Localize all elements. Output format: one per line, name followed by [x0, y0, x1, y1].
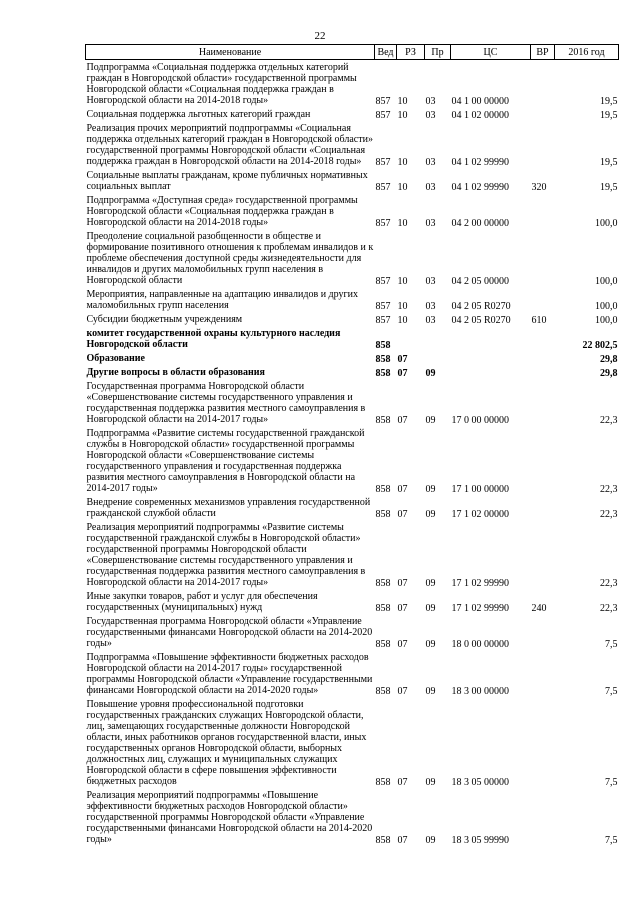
row-amount: 100,0 [595, 315, 618, 326]
row-ved: 857 [375, 157, 391, 168]
row-vr: 320 [531, 182, 547, 193]
row-name: Мероприятия, направленные на адаптацию инвалидов и других маломобильных групп населения [86, 289, 358, 311]
row-pr: 03 [425, 218, 436, 229]
row-vr [531, 121, 555, 168]
table-row [86, 589, 619, 614]
row-amount: 22,3 [600, 578, 618, 589]
row-rz: 07 [397, 777, 408, 788]
row-pr [425, 326, 451, 351]
row-rz: 07 [397, 835, 408, 846]
row-pr: 03 [425, 96, 436, 107]
row-name: Реализация мероприятий подпрограммы «Развитие системы государственной гражданской службы в Новгородской области» государственной программы Новгородской области «Совершенствование системы государственного управления и государственная поддержка развития местного самоуправления в Новгородской области на 2014-2017 годы» [86, 522, 366, 588]
row-cs: 18 3 00 00000 [451, 686, 509, 697]
row-ved: 858 [375, 835, 391, 846]
row-name: Субсидии бюджетным учреждениям [86, 314, 243, 325]
row-vr [531, 520, 555, 589]
row-ved: 857 [375, 276, 391, 287]
table-row [86, 697, 619, 788]
row-ved: 857 [375, 182, 391, 193]
table-row [86, 229, 619, 287]
row-cs: 18 3 05 00000 [451, 777, 509, 788]
table-row [86, 379, 619, 426]
row-name: Иные закупки товаров, работ и услуг для обеспечения государственных (муниципальных) нужд [86, 591, 318, 613]
row-name: Внедрение современных механизмов управления государственной гражданской службой области [86, 497, 371, 519]
header-ved: Вед [375, 45, 397, 60]
row-pr: 09 [425, 603, 436, 614]
header-rz: РЗ [397, 45, 425, 60]
row-vr [531, 365, 555, 379]
row-cs: 04 1 02 00000 [451, 110, 509, 121]
row-cs: 17 0 00 00000 [451, 415, 509, 426]
row-rz: 07 [397, 686, 408, 697]
row-cs [451, 365, 531, 379]
row-vr [531, 788, 555, 846]
header-pr: Пр [425, 45, 451, 60]
row-amount: 22,3 [600, 603, 618, 614]
row-amount: 22,3 [600, 484, 618, 495]
row-pr [425, 351, 451, 365]
row-rz: 10 [397, 157, 408, 168]
table-row [86, 326, 619, 351]
row-amount: 100,0 [595, 301, 618, 312]
row-ved: 858 [375, 777, 391, 788]
table-row [86, 312, 619, 326]
row-ved: 857 [375, 301, 391, 312]
row-vr: 240 [531, 603, 547, 614]
row-cs: 04 1 02 99990 [451, 182, 509, 193]
row-amount: 19,5 [600, 96, 618, 107]
row-cs: 18 3 05 99990 [451, 835, 509, 846]
row-name: Преодоление социальной разобщенности в обществе и формирование позитивного отношения к проблемам инвалидов и к проблеме обеспечения доступной среды жизнедеятельности для инвалидов и других маломобильных групп населения в Новгородской области [86, 231, 374, 286]
row-ved: 858 [375, 415, 391, 426]
row-pr: 09 [425, 686, 436, 697]
row-name: комитет государственной охраны культурного наследия Новгородской области [86, 328, 341, 350]
row-cs: 04 2 05 R0270 [451, 315, 511, 326]
row-amount: 7,5 [605, 835, 618, 846]
row-name: Реализация прочих мероприятий подпрограммы «Социальная поддержка отдельных категорий граждан в Новгородской области» государственной программы Новгородской области «Социальная поддержка граждан в Новгородской области на 2014-2018 годы» [86, 123, 373, 167]
table-row [86, 614, 619, 650]
row-amount: 100,0 [595, 276, 618, 287]
row-vr [531, 229, 555, 287]
row-pr: 09 [425, 415, 436, 426]
row-ved: 857 [375, 315, 391, 326]
row-pr: 03 [425, 301, 436, 312]
table-row [86, 107, 619, 121]
row-vr [531, 426, 555, 495]
row-vr [531, 650, 555, 697]
row-name: Социальные выплаты гражданам, кроме публичных нормативных социальных выплат [86, 170, 368, 192]
row-name: Образование [86, 353, 145, 364]
row-cs: 18 0 00 00000 [451, 639, 509, 650]
table-row [86, 520, 619, 589]
row-pr: 03 [425, 315, 436, 326]
row-rz: 07 [397, 603, 408, 614]
row-cs: 17 1 02 99990 [451, 603, 509, 614]
row-amount: 29,8 [600, 354, 618, 365]
row-vr [531, 495, 555, 520]
table-row [86, 121, 619, 168]
row-cs: 17 1 00 00000 [451, 484, 509, 495]
row-rz: 10 [397, 96, 408, 107]
row-rz: 10 [397, 182, 408, 193]
table-row [86, 650, 619, 697]
row-pr: 09 [425, 368, 436, 379]
row-rz: 07 [397, 509, 408, 520]
table-row [86, 426, 619, 495]
row-pr: 09 [425, 835, 436, 846]
row-name: Подпрограмма «Социальная поддержка отдельных категорий граждан в Новгородской области» государственной программы Новгородской области «Социальная поддержка граждан в Новгородской области на 2014-2018 годы» [86, 62, 357, 106]
table-row [86, 351, 619, 365]
page-number: 22 [314, 30, 326, 42]
row-amount: 19,5 [600, 182, 618, 193]
row-amount: 7,5 [605, 686, 618, 697]
row-rz: 10 [397, 301, 408, 312]
row-amount: 22,3 [600, 509, 618, 520]
row-vr [531, 287, 555, 312]
header-row [86, 45, 619, 60]
row-ved: 858 [375, 340, 391, 351]
row-ved: 858 [375, 686, 391, 697]
table-row [86, 788, 619, 846]
row-ved: 858 [375, 603, 391, 614]
row-ved: 858 [375, 354, 391, 365]
row-amount: 22,3 [600, 415, 618, 426]
row-rz: 10 [397, 276, 408, 287]
row-ved: 857 [375, 96, 391, 107]
table-row [86, 495, 619, 520]
row-name: Государственная программа Новгородской области «Управление государственными финансами Новгородской области на 2014-2020 годы» [86, 616, 373, 649]
row-pr: 09 [425, 509, 436, 520]
row-rz [397, 326, 425, 351]
table-row [86, 365, 619, 379]
row-amount: 19,5 [600, 157, 618, 168]
row-ved: 858 [375, 578, 391, 589]
row-rz: 07 [397, 578, 408, 589]
header-amount: 2016 год [555, 45, 619, 60]
row-vr: 610 [531, 315, 547, 326]
table-row [86, 287, 619, 312]
row-cs [451, 351, 531, 365]
row-rz: 07 [397, 415, 408, 426]
row-vr [531, 697, 555, 788]
row-cs: 17 1 02 00000 [451, 509, 509, 520]
row-amount: 22 802,5 [582, 340, 618, 351]
row-pr: 09 [425, 777, 436, 788]
row-cs [451, 326, 531, 351]
row-vr [531, 379, 555, 426]
row-pr: 03 [425, 157, 436, 168]
table-row [86, 193, 619, 229]
row-amount: 100,0 [595, 218, 618, 229]
row-vr [531, 326, 555, 351]
row-name: Реализация мероприятий подпрограммы «Повышение эффективности бюджетных расходов Новгородской области» государственной программы Новгородской области «Управление государственными финансами Новгородской области на 2014-2020 годы» [86, 790, 373, 845]
row-name: Социальная поддержка льготных категорий граждан [86, 109, 311, 120]
table-row [86, 60, 619, 108]
row-name: Государственная программа Новгородской области «Совершенствование системы государственного управления и государственная поддержка развития местного самоуправления в Новгородской области на 2014-2017 годы» [86, 381, 366, 425]
row-amount: 7,5 [605, 639, 618, 650]
row-vr [531, 107, 555, 121]
row-pr: 03 [425, 182, 436, 193]
row-ved: 857 [375, 218, 391, 229]
budget-table [85, 44, 619, 846]
row-ved: 858 [375, 639, 391, 650]
row-ved: 857 [375, 110, 391, 121]
row-amount: 7,5 [605, 777, 618, 788]
row-pr: 09 [425, 639, 436, 650]
row-vr [531, 193, 555, 229]
row-vr [531, 614, 555, 650]
row-rz: 07 [397, 368, 408, 379]
row-name: Повышение уровня профессиональной подготовки государственных гражданских служащих Новгородской области, лиц, замещающих государственные должности Новгородской области, иных работников органов государственной власти, иных государственных органов Новгородской области, выборных должностных лиц, служащих и муниципальных служащих Новгородской области в сфере повышения эффективности бюджетных расходов [86, 699, 367, 787]
row-cs: 17 1 02 99990 [451, 578, 509, 589]
row-ved: 858 [375, 509, 391, 520]
table-row [86, 168, 619, 193]
row-pr: 03 [425, 276, 436, 287]
row-cs: 04 2 05 00000 [451, 276, 509, 287]
row-amount: 29,8 [600, 368, 618, 379]
row-name: Другие вопросы в области образования [86, 367, 265, 378]
row-cs: 04 2 05 R0270 [451, 301, 511, 312]
row-name: Подпрограмма «Развитие системы государственной гражданской службы в Новгородской области» государственной программы Новгородской области «Совершенствование системы государственного управления и государственная поддержка развития местного самоуправления в Новгородской области на 2014-2017 годы» [86, 428, 365, 494]
row-amount: 19,5 [600, 110, 618, 121]
header-vr: ВР [531, 45, 555, 60]
row-name: Подпрограмма «Повышение эффективности бюджетных расходов Новгородской области на 2014-2017 годы» государственной программы Новгородской области «Управление государственными финансами Новгородской области на 2014-2020 годы» [86, 652, 373, 696]
row-cs: 04 2 00 00000 [451, 218, 509, 229]
header-cs: ЦС [451, 45, 531, 60]
row-rz: 07 [397, 484, 408, 495]
row-ved: 858 [375, 484, 391, 495]
row-pr: 09 [425, 484, 436, 495]
row-rz: 07 [397, 639, 408, 650]
row-rz: 10 [397, 218, 408, 229]
row-cs: 04 1 02 99990 [451, 157, 509, 168]
row-name: Подпрограмма «Доступная среда» государственной программы Новгородской области «Социальная поддержка граждан в Новгородской области на 2014-2018 годы» [86, 195, 358, 228]
row-pr: 09 [425, 578, 436, 589]
row-rz: 10 [397, 315, 408, 326]
row-vr [531, 351, 555, 365]
row-cs: 04 1 00 00000 [451, 96, 509, 107]
row-rz: 10 [397, 110, 408, 121]
row-vr [531, 60, 555, 108]
row-pr: 03 [425, 110, 436, 121]
row-ved: 858 [375, 368, 391, 379]
header-name: Наименование [86, 45, 375, 60]
row-rz: 07 [397, 354, 408, 365]
